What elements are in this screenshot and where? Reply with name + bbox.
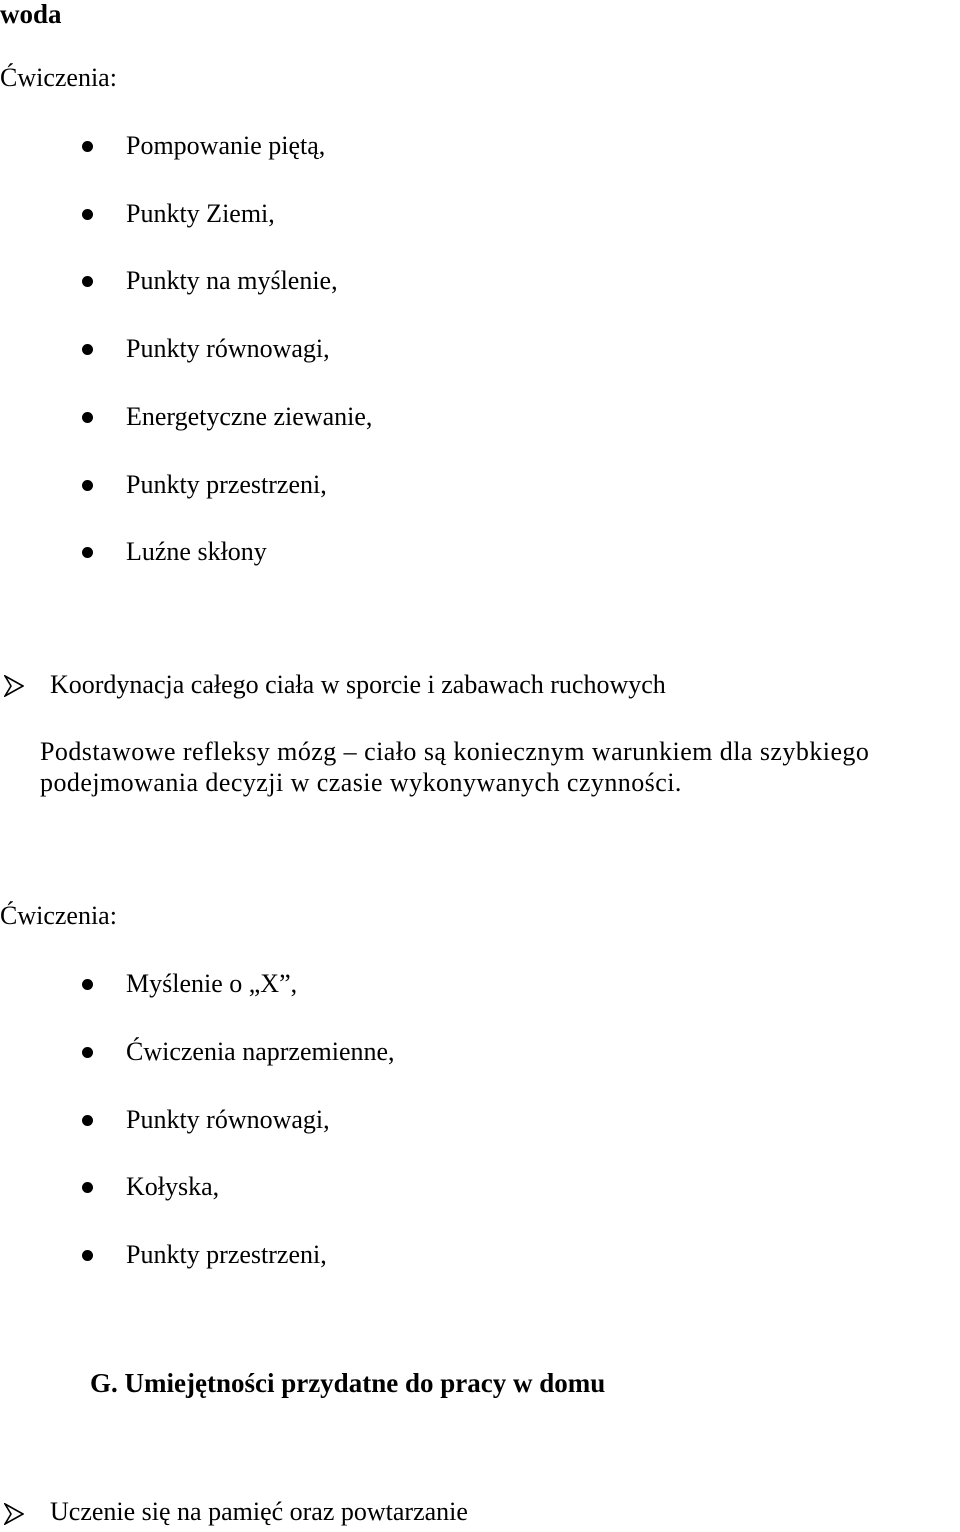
list-item-label: Kołyska, (126, 1172, 220, 1201)
bullet-icon (82, 344, 93, 355)
bullet-icon (82, 1047, 93, 1058)
arrow-item-label: Koordynacja całego ciała w sporcie i zabawach ruchowych (50, 670, 666, 699)
arrow-bullet-icon (4, 675, 24, 697)
bullet-icon (82, 1182, 93, 1193)
list-item-label: Ćwiczenia naprzemienne, (126, 1037, 395, 1066)
bullet-icon (82, 276, 93, 287)
list-item-label: Luźne skłony (126, 537, 267, 566)
body-paragraph: Podstawowe refleksy mózg – ciało są koniecznym warunkiem dla szybkiego podejmowania decyzji w czasie wykonywanych czynności. (40, 737, 870, 797)
list-item-label: Punkty równowagi, (126, 334, 330, 363)
section-heading: G. Umiejętności przydatne do pracy w domu (90, 1368, 606, 1398)
bullet-icon (82, 979, 93, 990)
exercises-label: Ćwiczenia: (0, 63, 117, 92)
bullet-icon (82, 1250, 93, 1261)
bullet-icon (82, 480, 93, 491)
list-item-label: Punkty przestrzeni, (126, 1240, 327, 1269)
list-item-label: Pompowanie piętą, (126, 131, 326, 160)
list-item-label: Punkty przestrzeni, (126, 470, 327, 499)
bullet-icon (82, 1115, 93, 1126)
bullet-icon (82, 141, 93, 152)
list-item-label: Punkty równowagi, (126, 1105, 330, 1134)
arrow-item-label: Uczenie się na pamięć oraz powtarzanie (50, 1497, 468, 1526)
list-item-label: Myślenie o „X”, (126, 969, 298, 998)
bullet-icon (82, 412, 93, 423)
list-item-label: Punkty na myślenie, (126, 266, 338, 295)
bullet-icon (82, 547, 93, 558)
arrow-bullet-icon (4, 1503, 24, 1525)
list-item-label: Punkty Ziemi, (126, 199, 275, 228)
page-heading: woda (0, 0, 62, 29)
bullet-icon (82, 209, 93, 220)
list-item-label: Energetyczne ziewanie, (126, 402, 373, 431)
exercises-label: Ćwiczenia: (0, 901, 117, 930)
